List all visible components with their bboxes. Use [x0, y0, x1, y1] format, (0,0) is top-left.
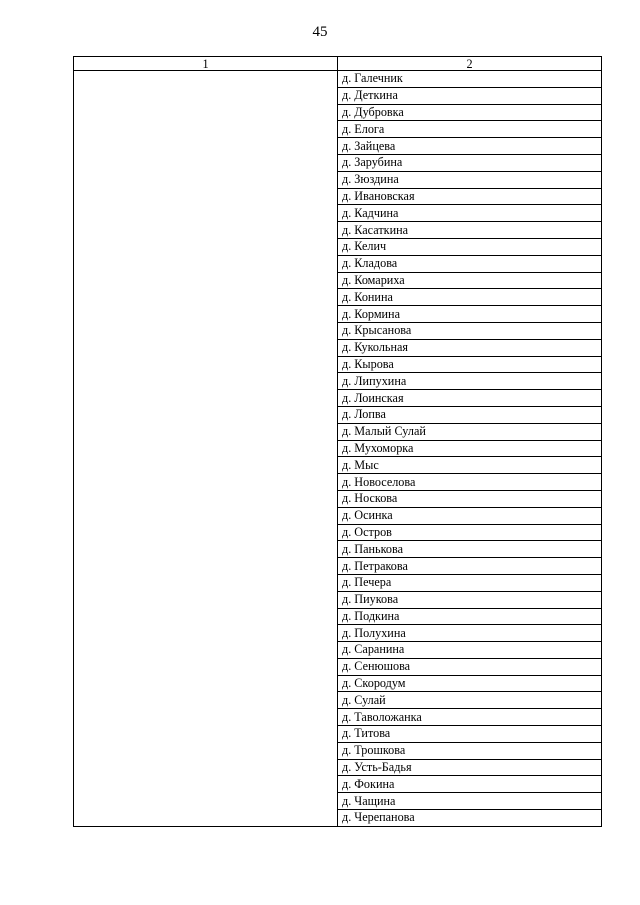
- settlement-name-cell: д. Чащина: [338, 793, 602, 810]
- settlement-name-cell: д. Зюздина: [338, 171, 602, 188]
- settlement-name-cell: д. Фокина: [338, 776, 602, 793]
- settlement-name-cell: д. Титова: [338, 726, 602, 743]
- settlement-name-cell: д. Петракова: [338, 558, 602, 575]
- settlement-name-cell: д. Келич: [338, 238, 602, 255]
- settlement-name-cell: д. Галечник: [338, 71, 602, 88]
- settlement-name-cell: д. Мухоморка: [338, 440, 602, 457]
- settlement-name-cell: д. Липухина: [338, 373, 602, 390]
- settlement-name-cell: д. Дубровка: [338, 104, 602, 121]
- settlement-name-cell: д. Кадчина: [338, 205, 602, 222]
- table-body: [74, 71, 602, 827]
- settlement-name-cell: д. Касаткина: [338, 222, 602, 239]
- settlement-name-cell: д. Пиукова: [338, 591, 602, 608]
- settlement-name-cell: д. Остров: [338, 524, 602, 541]
- table-header-row: [74, 57, 602, 71]
- table-row: [74, 71, 602, 88]
- settlement-name-cell: д. Панькова: [338, 541, 602, 558]
- settlement-name-cell: д. Кырова: [338, 356, 602, 373]
- settlement-name-cell: д. Носкова: [338, 490, 602, 507]
- settlement-name-cell: д. Конина: [338, 289, 602, 306]
- column1-merged-cell: [74, 71, 338, 827]
- settlement-name-cell: д. Кукольная: [338, 339, 602, 356]
- settlement-name-cell: д. Комариха: [338, 272, 602, 289]
- settlement-name-cell: д. Сулай: [338, 692, 602, 709]
- settlement-name-cell: д. Усть-Бадья: [338, 759, 602, 776]
- settlement-name-cell: д. Осинка: [338, 507, 602, 524]
- column-header-1: 1: [74, 57, 338, 71]
- settlement-name-cell: д. Трошкова: [338, 742, 602, 759]
- settlement-name-cell: д. Лопва: [338, 406, 602, 423]
- settlement-name-cell: д. Зарубина: [338, 154, 602, 171]
- settlement-name-cell: д. Подкина: [338, 608, 602, 625]
- settlement-name-cell: д. Сенюшова: [338, 658, 602, 675]
- settlement-name-cell: д. Таволожанка: [338, 709, 602, 726]
- settlement-name-cell: д. Деткина: [338, 87, 602, 104]
- settlement-name-cell: д. Черепанова: [338, 810, 602, 827]
- settlement-name-cell: д. Елога: [338, 121, 602, 138]
- settlement-name-cell: д. Кладова: [338, 255, 602, 272]
- column-header-2: 2: [338, 57, 602, 71]
- settlement-name-cell: д. Кормина: [338, 306, 602, 323]
- settlement-name-cell: д. Мыс: [338, 457, 602, 474]
- settlements-table: [73, 56, 602, 827]
- settlement-name-cell: д. Крысанова: [338, 322, 602, 339]
- settlement-name-cell: д. Саранина: [338, 642, 602, 659]
- settlement-name-cell: д. Новоселова: [338, 474, 602, 491]
- settlement-name-cell: д. Полухина: [338, 625, 602, 642]
- settlement-name-cell: д. Скородум: [338, 675, 602, 692]
- page-number: 45: [312, 24, 328, 40]
- settlement-name-cell: д. Печера: [338, 574, 602, 591]
- settlement-name-cell: д. Лоинская: [338, 390, 602, 407]
- settlement-name-cell: д. Зайцева: [338, 138, 602, 155]
- settlement-name-cell: д. Ивановская: [338, 188, 602, 205]
- settlement-name-cell: д. Малый Сулай: [338, 423, 602, 440]
